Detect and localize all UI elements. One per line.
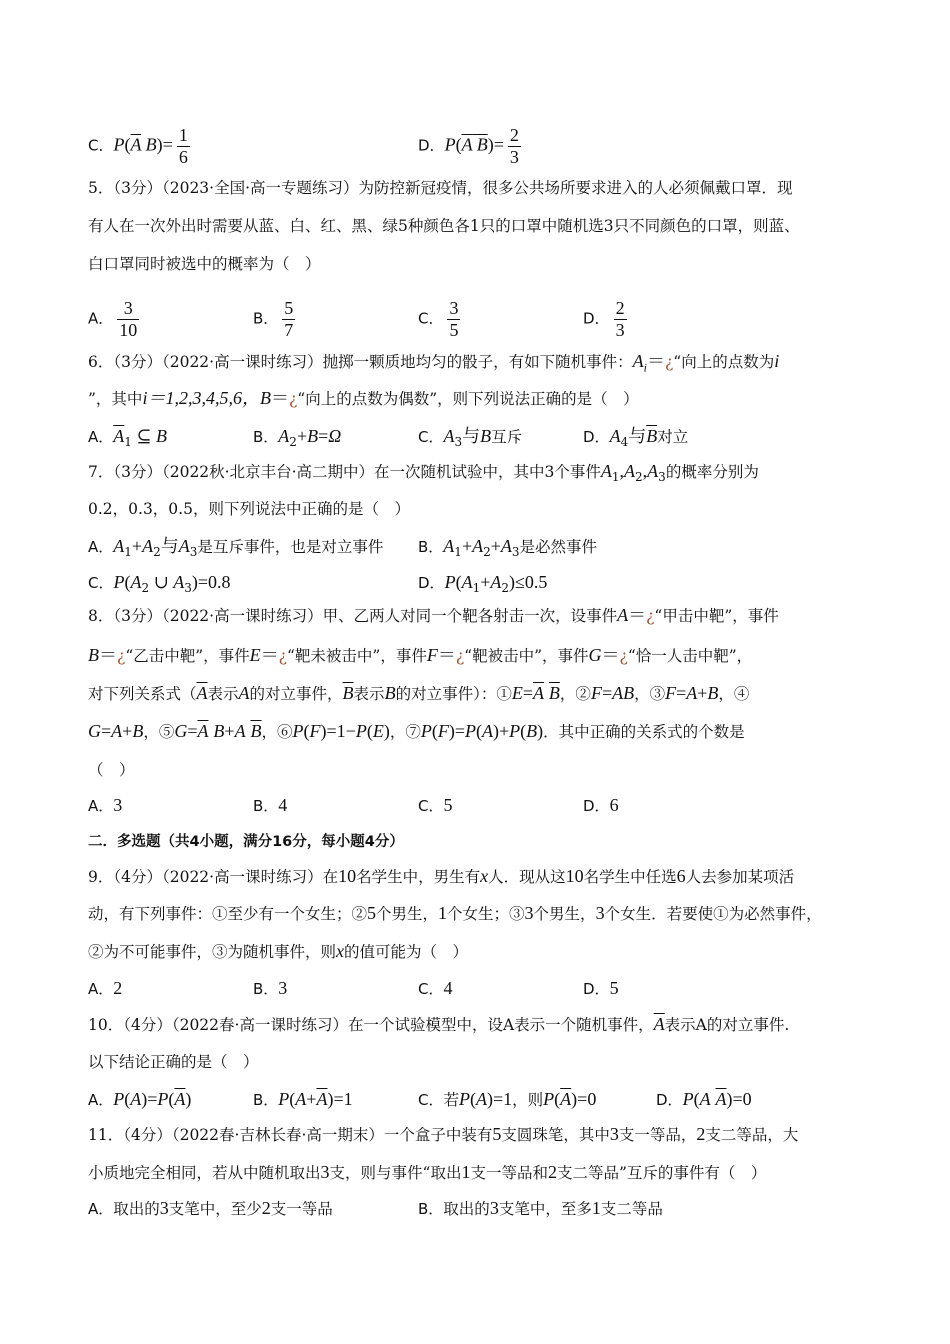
section-heading: 二．多选题（共4小题，满分16分，每小题4分） bbox=[88, 834, 404, 850]
q10-line2: 以下结论正确的是（ ） bbox=[88, 1053, 259, 1071]
q8-line2: B＝¿“乙击中靶”，事件E＝¿“靶未被击中”，事件F＝¿“靶被击中”，事件G＝¿“恰一人击中靶”， bbox=[88, 645, 753, 665]
q9-option-d: D．5 bbox=[583, 978, 619, 998]
q6-option-b: B．$A_2+B=\Omega$ bbox=[253, 426, 342, 450]
q6-line2: ”，其中i＝1,2,3,4,5,6，B＝¿“向上的点数为偶数”，则下列说法正确的是（ ） bbox=[88, 388, 639, 408]
q8-line1: 8．（3分）（2022·高一课时练习）甲、乙两人对同一个靶各射击一次，设事件A＝¿“甲击中靶”，事件 bbox=[88, 605, 779, 625]
q5-option-b: B． $\frac{5}{7}$ bbox=[253, 298, 294, 340]
q7-line1: 7．（3分）（2022秋·北京丰台·高二期中）在一次随机试验中，其中3个事件$A_1,A_2,A_3$的概率分别为 bbox=[88, 461, 759, 485]
q5-line3: 白口罩同时被选中的概率为（ ） bbox=[88, 255, 321, 273]
q8-line3: 对下列关系式（$\overline{A}$表示A的对立事件，$\overline{B}$表示B的对立事件）：$①E=\overline{A}$ $\overline{B}$，②F=AB，③F=A+B，④ bbox=[88, 683, 750, 703]
q5-line1: 5．（3分）（2023·全国·高一专题练习）为防控新冠疫情，很多公共场所要求进入的人必须佩戴口罩．现 bbox=[88, 179, 793, 197]
q9-option-a: A．2 bbox=[88, 978, 123, 998]
q11-line2: 小质地完全相同，若从中随机取出3支，则与事件“取出1支一等品和2支二等品”互斥的事件有（ ） bbox=[88, 1162, 767, 1182]
q9-option-c: C．4 bbox=[418, 978, 453, 998]
q4-option-d: D．$P(\overline{A}$ B)= $\frac{2}{3}$ bbox=[418, 125, 519, 167]
q10-option-b: B．$P(A+\overline{A})=1$ bbox=[253, 1089, 353, 1109]
q5-option-a: A． $\frac{3}{10}$ bbox=[88, 298, 138, 340]
q9-line3: ②为不可能事件，③为随机事件，则x的值可能为（ ） bbox=[88, 941, 469, 961]
q9-line1: 9．（4分）（2022·高一课时练习）在10名学生中，男生有x人．现从这10名学生中任选6人去参加某项活 bbox=[88, 866, 795, 886]
q9-option-b: B．3 bbox=[253, 978, 288, 998]
q5-option-d: D． $\frac{2}{3}$ bbox=[583, 298, 625, 340]
q7-option-b: B．$A_1+A_2+A_3$是必然事件 bbox=[418, 536, 598, 560]
q8-option-d: D．6 bbox=[583, 795, 619, 815]
q6-option-d: D．$A_4$与$\overline{B}$对立 bbox=[583, 426, 689, 450]
q8-line4: G=A+B，$⑤G=\overline{A}$ B+A $\overline{B}$，⑥P(F)=1−P(E)，⑦P(F)=P(A)+P(B)．其中正确的关系式的个数是 bbox=[88, 721, 745, 741]
q10-option-a: A．$P(A)=P(\overline{A})$ bbox=[88, 1089, 192, 1109]
q4-option-c: C．$P(\overline{A}$ B)= $\frac{1}{6}$ bbox=[88, 125, 188, 167]
q8-line5: （ ） bbox=[88, 761, 135, 779]
q8-option-a: A．3 bbox=[88, 795, 123, 815]
q4-d-fraction: $\frac{2}{3}$ bbox=[509, 125, 519, 167]
q7-option-d: D．$P(A_1+A_2)\le 0.5$ bbox=[418, 572, 548, 596]
q10-line1: 10．（4分）（2022春·高一课时练习）在一个试验模型中，设A表示一个随机事件，$\overline{A}$表示A的对立事件. bbox=[88, 1014, 790, 1034]
q11-option-b: B．取出的3支笔中，至多1支二等品 bbox=[418, 1198, 663, 1218]
q8-option-c: C．5 bbox=[418, 795, 453, 815]
q6-line1: 6．（3分）（2022·高一课时练习）抛掷一颗质地均匀的骰子，有如下随机事件：$A_i=¿“$向上的点数为i bbox=[88, 351, 780, 375]
q4-c-fraction: $\frac{1}{6}$ bbox=[178, 125, 188, 167]
q7-line2: 0.2，0.3，0.5，则下列说法中正确的是（ ） bbox=[88, 500, 410, 518]
q10-option-d: D．P(A $\overline{A})=0$ bbox=[656, 1089, 752, 1109]
q5-option-c: C． $\frac{3}{5}$ bbox=[418, 298, 459, 340]
q11-option-a: A．取出的3支笔中，至少2支一等品 bbox=[88, 1198, 333, 1218]
q7-option-c: C．$P(A_2$ ∪ $A_3)=0.8$ bbox=[88, 572, 231, 596]
q10-option-c: C．若P(A)=1，则$P(\overline{A})=0$ bbox=[418, 1089, 597, 1109]
q11-line1: 11．（4分）（2022春·吉林长春·高一期末）一个盒子中装有5支圆珠笔，其中3支一等品，2支二等品，大 bbox=[88, 1124, 799, 1144]
q9-line2: 动，有下列事件：①至少有一个女生；②5个男生，1个女生；③3个男生，3个女生．若要使①为必然事件， bbox=[88, 903, 822, 923]
q7-option-a: A．$A_1+A_2$与$A_3$是互斥事件，也是对立事件 bbox=[88, 536, 384, 560]
q6-option-c: C．$A_3$与B互斥 bbox=[418, 426, 523, 450]
q5-line2: 有人在一次外出时需要从蓝、白、红、黑、绿5种颜色各1只的口罩中随机选3只不同颜色的口罩，则蓝、 bbox=[88, 217, 800, 235]
q8-option-b: B．4 bbox=[253, 795, 288, 815]
q6-option-a: A．$\overline{A}_1$ ⊆ B bbox=[88, 426, 167, 450]
